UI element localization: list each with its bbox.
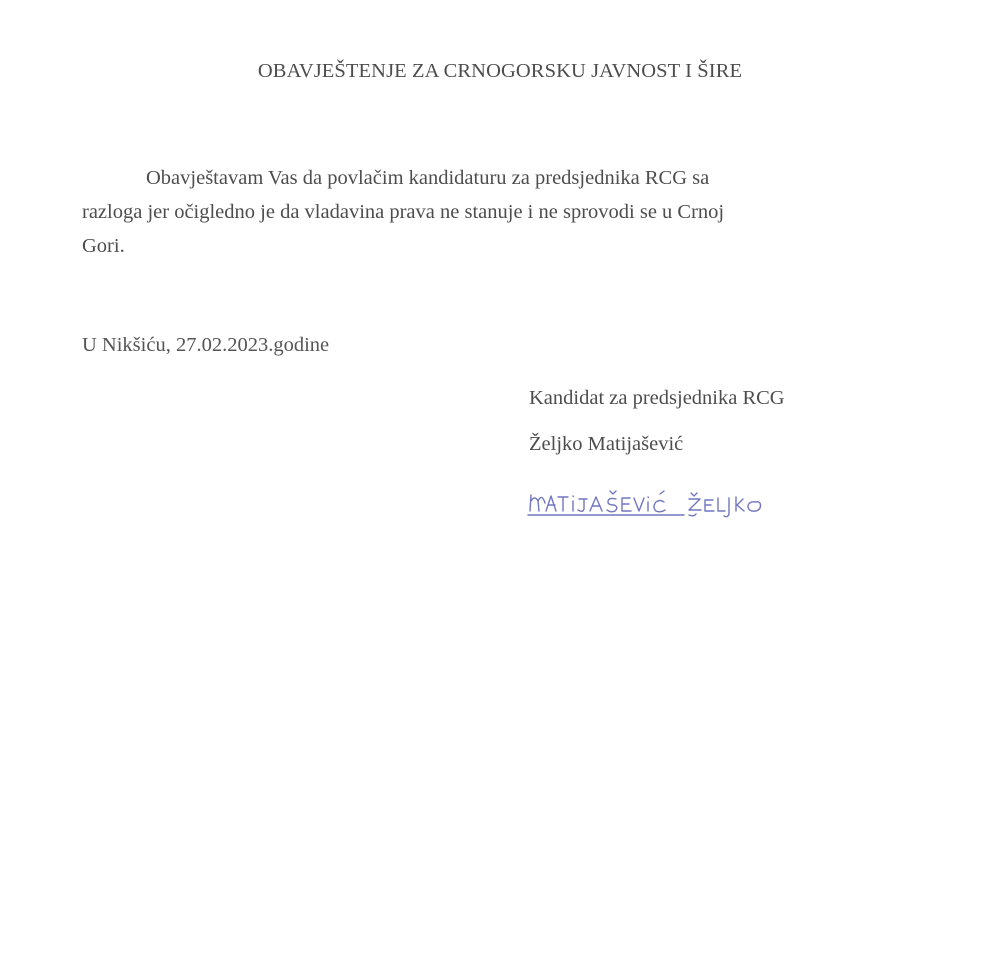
body-line-1 — [82, 161, 902, 195]
signature-icon — [526, 481, 826, 521]
signature-block — [529, 385, 785, 477]
place-and-date: U Nikšiću, 27.02.2023.godine — [82, 334, 330, 356]
body-paragraph — [82, 161, 902, 263]
handwritten-signature — [526, 481, 826, 521]
body-line-2: razloga jer očigledno je da vladavina prava ne stanuje i ne sprovodi se u Crnoj — [82, 201, 725, 223]
body-line-1-text: Obavještavam Vas da povlačim kandidaturu za predsjednika RCG sa — [146, 167, 710, 189]
candidate-role: Kandidat za predsjednika RCG — [529, 387, 785, 409]
document-title: OBAVJEŠTENJE ZA CRNOGORSKU JAVNOST I ŠIRE — [257, 60, 743, 82]
candidate-name: Željko Matijašević — [529, 433, 684, 455]
body-line-3: Gori. — [82, 235, 125, 257]
